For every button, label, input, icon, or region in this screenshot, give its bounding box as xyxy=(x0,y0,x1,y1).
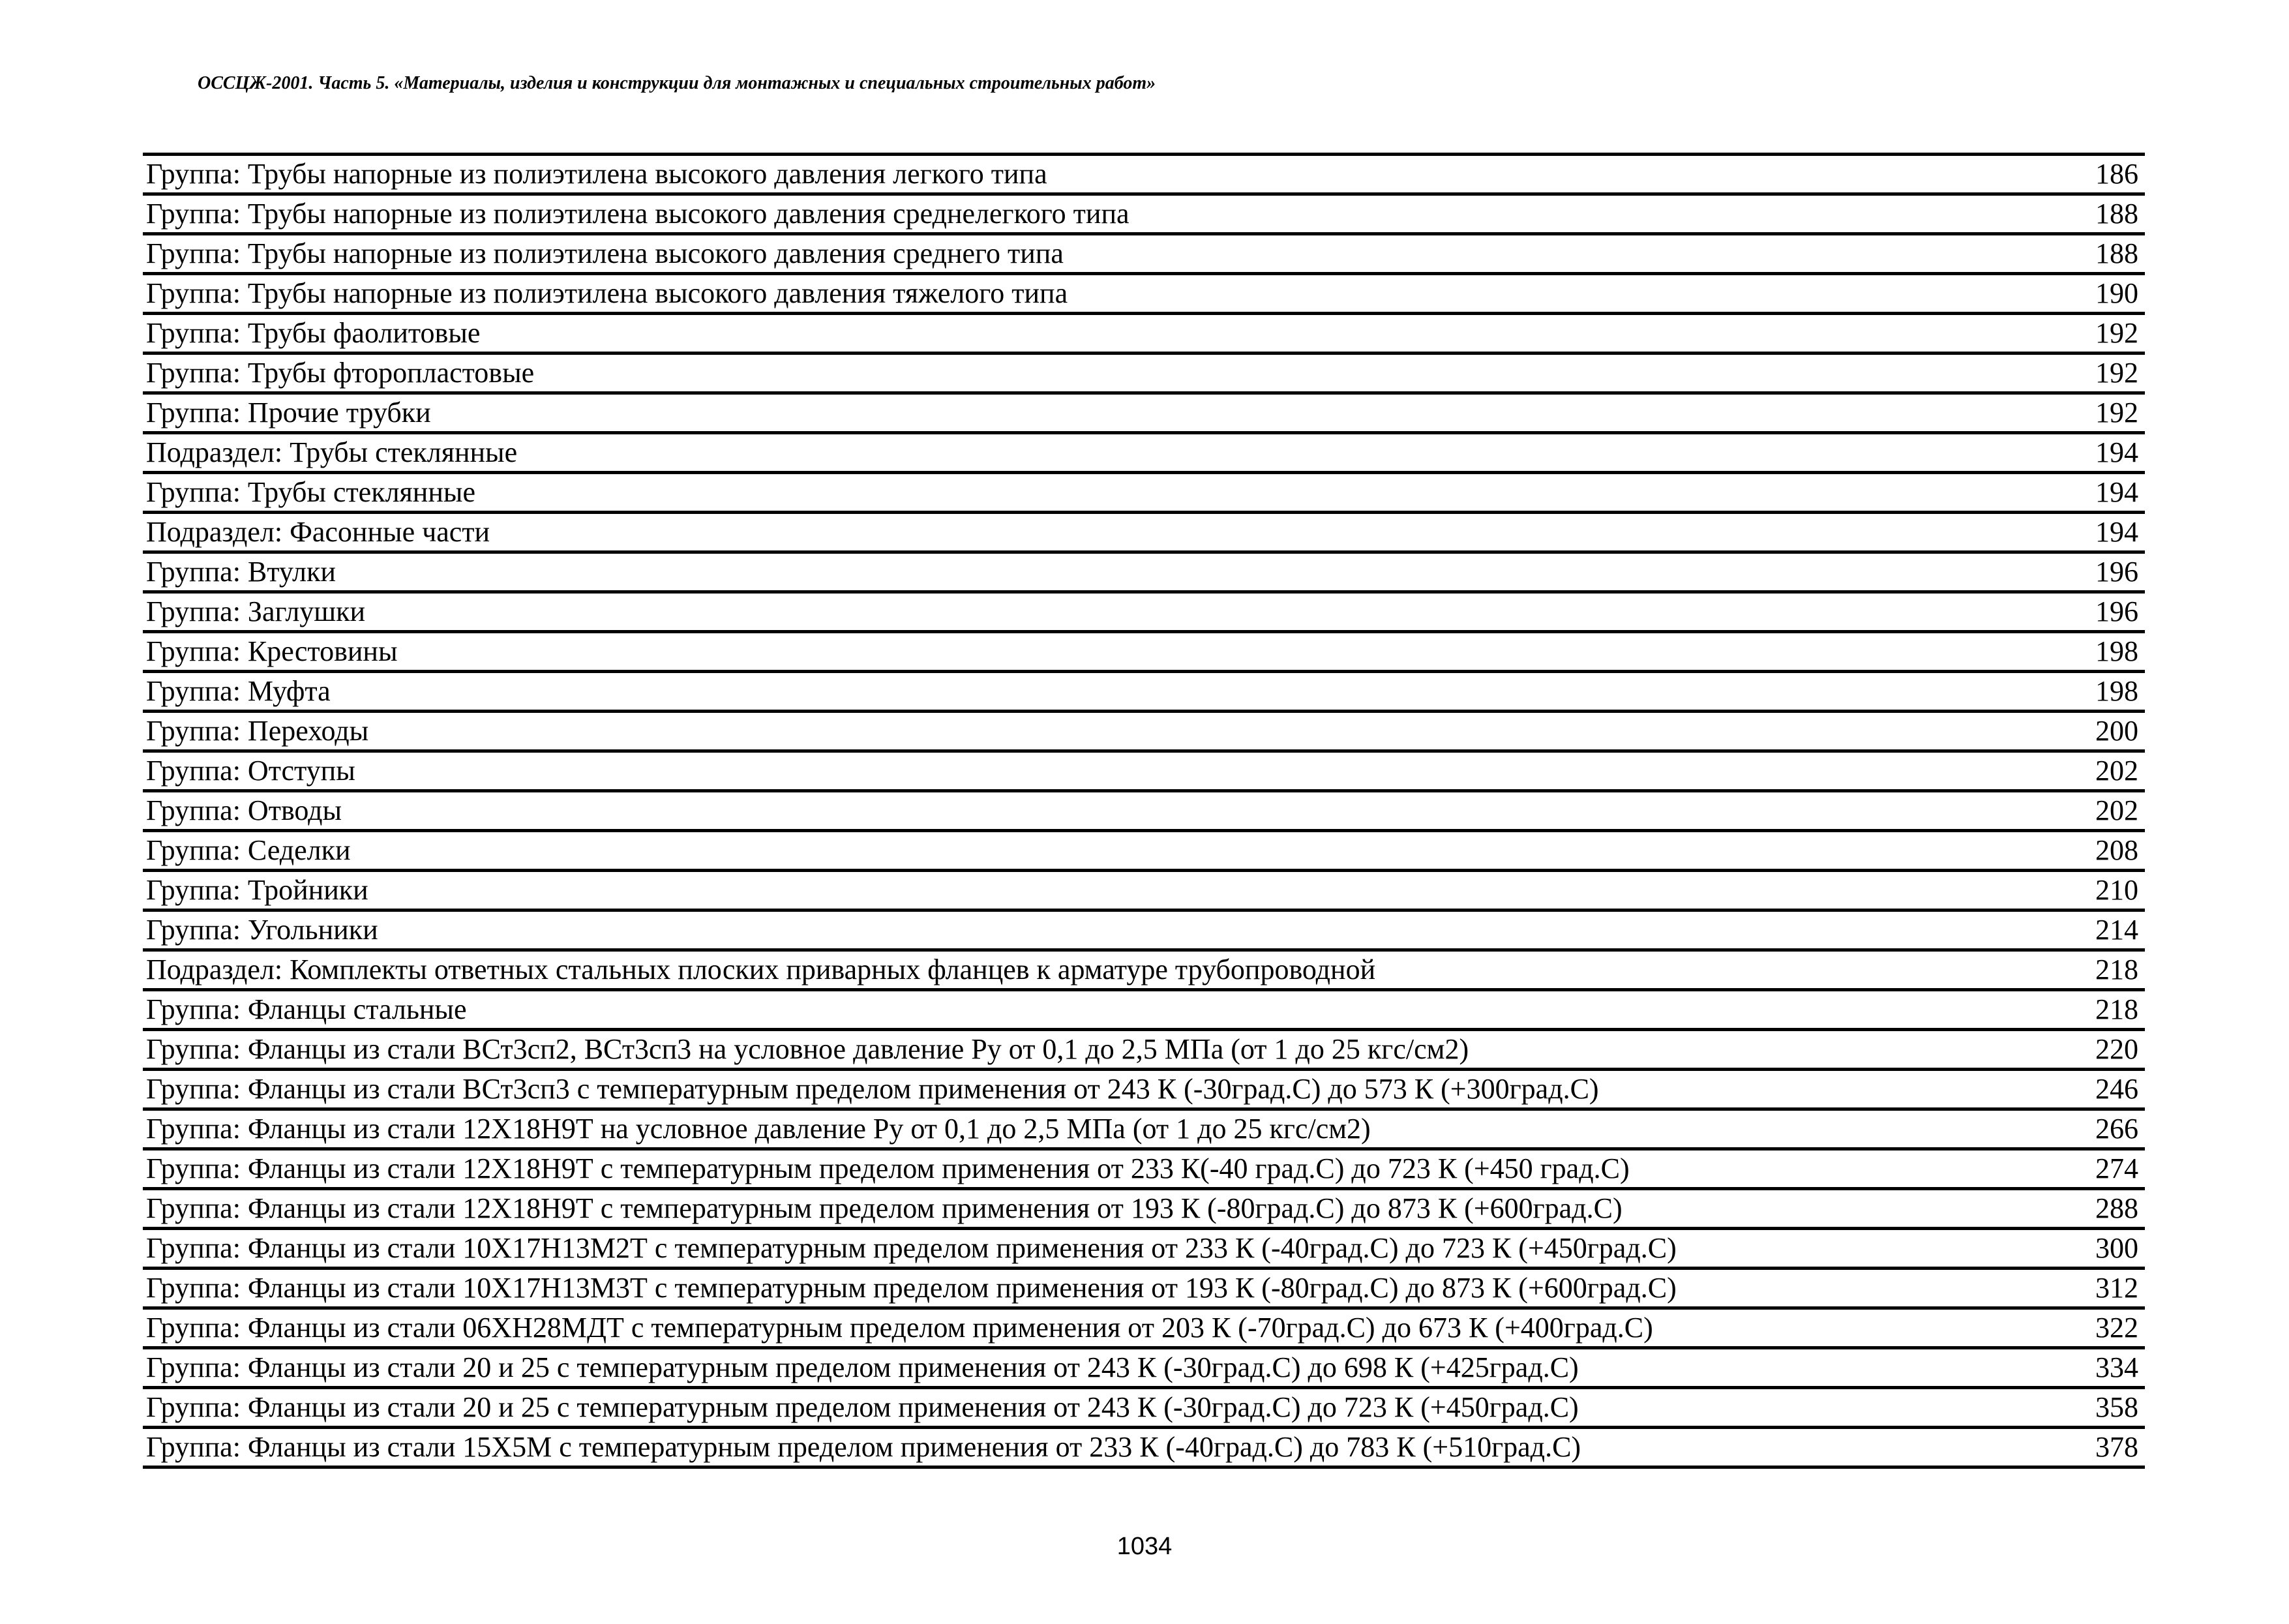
toc-entry-title: Группа: Трубы напорные из полиэтилена высокого давления среднелегкого типа xyxy=(146,198,1130,230)
toc-entry-title: Подраздел: Фасонные части xyxy=(146,516,490,548)
toc-row xyxy=(143,832,2145,872)
toc-entry-title: Группа: Заглушки xyxy=(146,595,366,627)
toc-row xyxy=(143,713,2145,753)
toc-row xyxy=(143,872,2145,912)
toc-entry-title: Группа: Отступы xyxy=(146,755,355,787)
toc-entry-page: 334 xyxy=(2095,1351,2138,1383)
toc-row xyxy=(143,991,2145,1031)
toc-entry-title: Группа: Трубы фторопластовые xyxy=(146,357,535,389)
toc-entry-title: Группа: Фланцы из стали 12Х18Н9Т с температурным пределом применения от 233 К(-40 град.С) до 723 К (+450 град.С) xyxy=(146,1152,1630,1184)
toc-row xyxy=(143,474,2145,514)
toc-row xyxy=(143,514,2145,554)
toc-entry-page: 210 xyxy=(2095,874,2138,906)
toc-entry-title: Группа: Трубы напорные из полиэтилена высокого давления тяжелого типа xyxy=(146,277,1068,309)
toc-entry-page: 274 xyxy=(2095,1152,2138,1184)
toc-entry-title: Группа: Фланцы из стали 15Х5М с температурным пределом применения от 233 К (-40град.С) до 783 К (+510град.С) xyxy=(146,1431,1581,1463)
toc-row xyxy=(143,1429,2145,1469)
toc-entry-title: Группа: Фланцы из стали 06ХН28МДТ с температурным пределом применения от 203 К (-70град.С) до 673 К (+400град.С) xyxy=(146,1312,1653,1344)
toc-entry-page: 194 xyxy=(2095,476,2138,508)
toc-row xyxy=(143,673,2145,713)
page-header: ОССЦЖ-2001. Часть 5. «Материалы, изделия и конструкции для монтажных и специальных строительных работ» xyxy=(198,73,1156,93)
toc-entry-title: Группа: Фланцы из стали 10Х17Н13М3Т с температурным пределом применения от 193 К (-80град.С) до 873 К (+600град.С) xyxy=(146,1272,1677,1304)
toc-entry-title: Группа: Фланцы из стали 12Х18Н9Т с температурным пределом применения от 193 К (-80град.С) до 873 К (+600град.С) xyxy=(146,1192,1623,1224)
toc-entry-title: Группа: Угольники xyxy=(146,914,378,946)
toc-entry-page: 218 xyxy=(2095,954,2138,985)
toc-entry-page: 192 xyxy=(2095,397,2138,429)
toc-entry-page: 218 xyxy=(2095,993,2138,1025)
toc-entry-page: 202 xyxy=(2095,755,2138,787)
toc-entry-title: Группа: Трубы фаолитовые xyxy=(146,317,481,349)
toc-entry-page: 186 xyxy=(2095,158,2138,190)
toc-row xyxy=(143,395,2145,434)
toc-entry-page: 220 xyxy=(2095,1033,2138,1065)
toc-row xyxy=(143,1111,2145,1150)
toc-entry-page: 188 xyxy=(2095,198,2138,230)
toc-entry-page: 312 xyxy=(2095,1272,2138,1304)
toc-row xyxy=(143,792,2145,832)
toc-entry-page: 288 xyxy=(2095,1192,2138,1224)
toc-entry-title: Группа: Муфта xyxy=(146,675,331,707)
toc-row xyxy=(143,196,2145,235)
toc-entry-title: Группа: Трубы стеклянные xyxy=(146,476,475,508)
toc-entry-page: 196 xyxy=(2095,595,2138,627)
toc-row xyxy=(143,1190,2145,1230)
toc-row xyxy=(143,315,2145,355)
toc-entry-title: Группа: Фланцы из стали 10Х17Н13М2Т с температурным пределом применения от 233 К (-40град.С) до 723 К (+450град.С) xyxy=(146,1232,1677,1264)
toc-row xyxy=(143,1031,2145,1071)
toc-entry-page: 198 xyxy=(2095,675,2138,707)
toc-row xyxy=(143,434,2145,474)
toc-row xyxy=(143,1270,2145,1310)
toc-entry-page: 194 xyxy=(2095,436,2138,468)
toc-row xyxy=(143,1071,2145,1111)
toc-entry-page: 198 xyxy=(2095,635,2138,667)
toc-entry-title: Группа: Трубы напорные из полиэтилена высокого давления легкого типа xyxy=(146,158,1047,190)
toc-entry-page: 208 xyxy=(2095,834,2138,866)
toc-row xyxy=(143,952,2145,991)
toc-entry-page: 188 xyxy=(2095,237,2138,269)
toc-row xyxy=(143,275,2145,315)
toc-row xyxy=(143,156,2145,196)
toc-entry-page: 300 xyxy=(2095,1232,2138,1264)
toc-entry-title: Подраздел: Трубы стеклянные xyxy=(146,436,518,468)
toc-entry-title: Подраздел: Комплекты ответных стальных плоских приварных фланцев к арматуре трубопроводной xyxy=(146,954,1376,985)
toc-entry-title: Группа: Крестовины xyxy=(146,635,398,667)
toc-row xyxy=(143,1389,2145,1429)
toc-entry-title: Группа: Тройники xyxy=(146,874,368,906)
toc-entry-title: Группа: Трубы напорные из полиэтилена высокого давления среднего типа xyxy=(146,237,1064,269)
toc-row xyxy=(143,1230,2145,1270)
toc-entry-page: 378 xyxy=(2095,1431,2138,1463)
page-number: 1034 xyxy=(1116,1533,1173,1560)
toc-entry-title: Группа: Фланцы из стали 12Х18Н9Т на условное давление Ру от 0,1 до 2,5 МПа (от 1 до 25 кгс/см2) xyxy=(146,1113,1371,1145)
toc-entry-page: 322 xyxy=(2095,1312,2138,1344)
toc-entry-page: 190 xyxy=(2095,277,2138,309)
toc-entry-page: 196 xyxy=(2095,556,2138,588)
toc-entry-page: 200 xyxy=(2095,715,2138,747)
toc-entry-title: Группа: Фланцы стальные xyxy=(146,993,467,1025)
toc-entry-page: 358 xyxy=(2095,1391,2138,1423)
toc-entry-title: Группа: Седелки xyxy=(146,834,351,866)
toc-row xyxy=(143,753,2145,792)
toc-row xyxy=(143,1310,2145,1349)
toc-entry-title: Группа: Втулки xyxy=(146,556,336,588)
toc-row xyxy=(143,594,2145,633)
toc-row xyxy=(143,912,2145,952)
table-of-contents xyxy=(143,153,2145,1469)
toc-entry-page: 192 xyxy=(2095,357,2138,389)
toc-row xyxy=(143,554,2145,594)
toc-entry-page: 214 xyxy=(2095,914,2138,946)
toc-entry-title: Группа: Отводы xyxy=(146,794,342,826)
toc-entry-title: Группа: Фланцы из стали 20 и 25 с температурным пределом применения от 243 К (-30град.С) до 723 К (+450град.С) xyxy=(146,1391,1579,1423)
toc-entry-page: 202 xyxy=(2095,794,2138,826)
toc-entry-title: Группа: Прочие трубки xyxy=(146,397,431,429)
toc-entry-title: Группа: Фланцы из стали ВСт3сп3 с температурным пределом применения от 243 К (-30град.С) до 573 К (+300град.С) xyxy=(146,1073,1599,1105)
toc-entry-title: Группа: Фланцы из стали 20 и 25 с температурным пределом применения от 243 К (-30град.С) до 698 К (+425град.С) xyxy=(146,1351,1579,1383)
toc-entry-title: Группа: Переходы xyxy=(146,715,369,747)
toc-entry-page: 266 xyxy=(2095,1113,2138,1145)
toc-entry-title: Группа: Фланцы из стали ВСт3сп2, ВСт3сп3 на условное давление Ру от 0,1 до 2,5 МПа (от 1 до 25 кгс/см2) xyxy=(146,1033,1469,1065)
toc-row xyxy=(143,355,2145,395)
toc-row xyxy=(143,1349,2145,1389)
toc-row xyxy=(143,235,2145,275)
toc-entry-page: 192 xyxy=(2095,317,2138,349)
toc-entry-page: 246 xyxy=(2095,1073,2138,1105)
toc-entry-page: 194 xyxy=(2095,516,2138,548)
toc-row xyxy=(143,1150,2145,1190)
toc-row xyxy=(143,633,2145,673)
